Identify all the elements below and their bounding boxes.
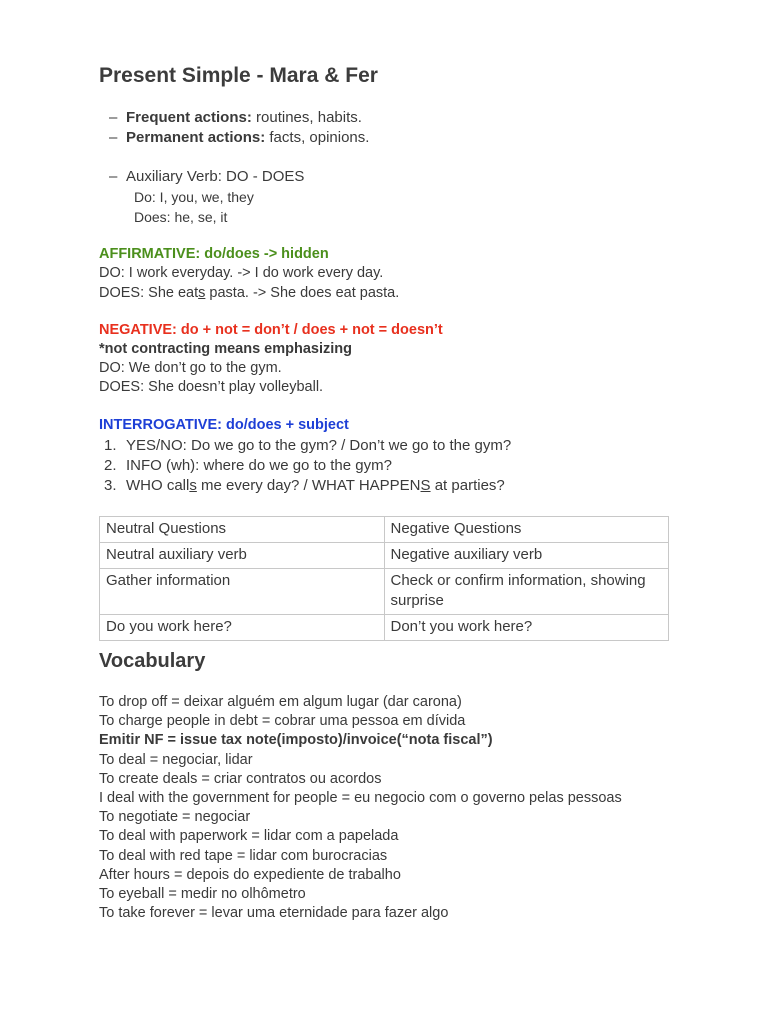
table-cell: Don’t you work here? (384, 615, 669, 641)
table-row (100, 517, 669, 543)
list-number: 1. (104, 437, 117, 454)
list-item: To eyeball = medir no olhômetro (99, 886, 306, 903)
use-desc: facts, opinions. (265, 129, 370, 146)
list-item (104, 436, 511, 456)
table-cell: Neutral Questions (100, 517, 385, 543)
auxiliary-label: Auxiliary Verb: DO - DOES (126, 168, 305, 185)
list-item: To charge people in debt = cobrar uma pessoa em dívida (99, 713, 466, 730)
list-item-text (126, 477, 505, 494)
underlined-s: s (198, 285, 206, 301)
list-item (104, 456, 511, 476)
uses-list (109, 108, 369, 148)
dash-bullet: – (109, 129, 118, 146)
affirmative-does-example (99, 284, 399, 303)
table-cell: Neutral auxiliary verb (100, 543, 385, 569)
negative-do-example: DO: We don’t go to the gym. (99, 360, 282, 376)
table-cell: Check or confirm information, showing surprise (384, 569, 669, 615)
list-item: To deal with paperwork = lidar com a papelada (99, 828, 399, 845)
list-item-text: INFO (wh): where do we go to the gym? (126, 457, 392, 474)
interrogative-heading: INTERROGATIVE: do/does + subject (99, 417, 349, 433)
vocabulary-list (99, 693, 659, 923)
list-item: To deal = negociar, lidar (99, 751, 253, 768)
list-item (109, 108, 369, 128)
list-item-text: YES/NO: Do we go to the gym? / Don’t we go to the gym? (126, 437, 512, 454)
example-text: pasta. -> She does eat pasta. (205, 285, 400, 301)
list-item: To take forever = levar uma eternidade para fazer algo (99, 905, 449, 922)
auxiliary-list (109, 167, 304, 187)
list-item: To create deals = criar contratos ou acordos (99, 770, 382, 787)
vocabulary-heading: Vocabulary (99, 650, 206, 672)
list-number: 2. (104, 457, 117, 474)
table-cell: Gather information (100, 569, 385, 615)
negative-does-example: DOES: She doesn’t play volleyball. (99, 379, 324, 395)
use-term: Frequent actions: (126, 109, 252, 126)
interrogative-list (104, 436, 511, 496)
list-number: 3. (104, 477, 117, 494)
table-cell: Negative auxiliary verb (384, 543, 669, 569)
text-part: WHO call (126, 477, 190, 494)
list-item (109, 128, 369, 148)
list-item (104, 476, 511, 496)
page-title: Present Simple - Mara & Fer (99, 64, 378, 87)
use-term: Permanent actions: (126, 129, 266, 146)
list-item: I deal with the government for people = eu negocio com o governo pelas pessoas (99, 790, 622, 807)
dash-bullet: – (109, 109, 118, 126)
list-item: To drop off = deixar alguém em algum lugar (dar carona) (99, 694, 462, 710)
list-item (109, 167, 304, 187)
table-row (100, 615, 669, 641)
auxiliary-does-line: Does: he, se, it (134, 209, 228, 225)
table-row (100, 569, 669, 615)
table-cell: Negative Questions (384, 517, 669, 543)
use-desc: routines, habits. (251, 109, 362, 126)
table-row (100, 543, 669, 569)
dash-bullet: – (109, 168, 118, 185)
negative-heading: NEGATIVE: do + not = don’t / does + not = doesn’t (99, 322, 443, 338)
auxiliary-do-line: Do: I, you, we, they (134, 189, 254, 205)
questions-table (99, 516, 669, 641)
table-cell: Do you work here? (100, 615, 385, 641)
text-part: me every day? / WHAT HAPPEN (196, 477, 421, 494)
list-item: To negotiate = negociar (99, 809, 251, 826)
affirmative-heading: AFFIRMATIVE: do/does -> hidden (99, 246, 329, 262)
text-part: at parties? (430, 477, 505, 494)
list-item: To deal with red tape = lidar com burocracias (99, 847, 388, 864)
underlined-s: S (420, 477, 431, 494)
negative-note: *not contracting means emphasizing (99, 341, 352, 357)
affirmative-do-example: DO: I work everyday. -> I do work every day. (99, 265, 384, 281)
list-item: After hours = depois do expediente de trabalho (99, 866, 401, 883)
list-item: Emitir NF = issue tax note(imposto)/invoice(“nota fiscal”) (99, 732, 493, 749)
underlined-s: s (189, 477, 197, 494)
example-text: DOES: She eat (99, 285, 199, 301)
